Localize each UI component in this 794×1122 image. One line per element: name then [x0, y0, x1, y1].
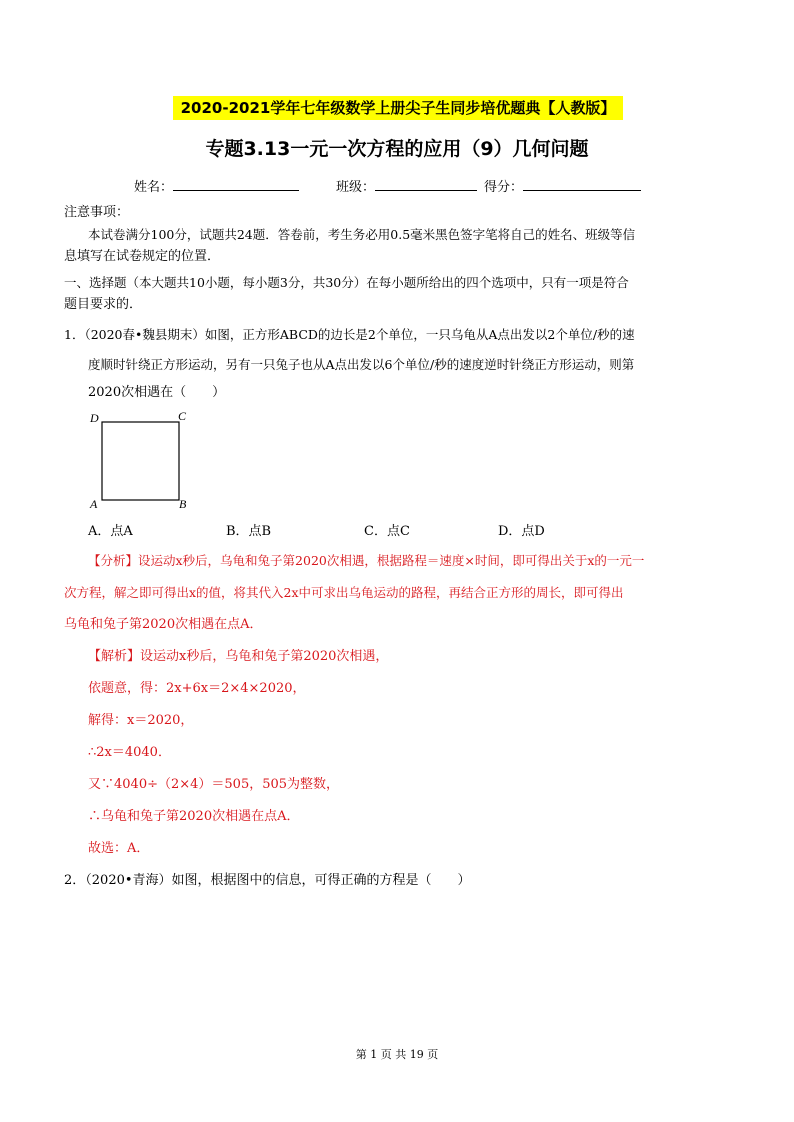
option-b[interactable]: B．点B	[226, 524, 272, 539]
section-heading-line-1: 一、选择题（本大题共10小题，每小题3分，共30分）在每小题所给出的四个选项中，只有一项是符合	[64, 275, 629, 290]
class-field[interactable]	[336, 176, 477, 195]
solution-line-1: 【解析】设运动x秒后，乌龟和兔子第2020次相遇，	[88, 649, 389, 664]
analysis-line-1: 【分析】设运动x秒后，乌龟和兔子第2020次相遇，根据路程＝速度×时间，即可得出关于x的一元一	[88, 553, 645, 568]
class-blank[interactable]	[375, 178, 477, 191]
score-field[interactable]	[484, 176, 641, 195]
option-c[interactable]: C．点C	[364, 524, 410, 539]
class-label: 班级：	[336, 180, 376, 195]
analysis-line-3: 乌龟和兔子第2020次相遇在点A．	[64, 617, 263, 632]
section-heading-line-2: 题目要求的．	[64, 297, 143, 312]
solution-line-5: 又∵4040÷（2×4）＝505，505为整数，	[88, 777, 340, 792]
square-shape	[102, 422, 179, 500]
solution-line-3: 解得：x＝2020，	[88, 713, 194, 728]
solution-line-2: 依题意，得：2x+6x＝2×4×2020，	[88, 681, 306, 696]
solution-line-7: 故选：A．	[88, 841, 150, 856]
score-blank[interactable]	[523, 178, 641, 191]
vertex-label-b: B	[179, 497, 187, 510]
question-1-line-1: 1．（2020春•魏县期末）如图，正方形ABCD的边长是2个单位，一只乌龟从A点出发以2个单位/秒的速	[64, 327, 635, 342]
solution-line-4: ∴2x＝4040．	[88, 745, 171, 760]
page-footer: 第 1 页 共 19 页	[355, 1048, 439, 1061]
analysis-line-2: 次方程，解之即可得出x的值，将其代入2x中可求出乌龟运动的路程，再结合正方形的周长，即可得出	[64, 585, 624, 600]
vertex-label-a: A	[90, 497, 98, 510]
option-a[interactable]: A．点A	[88, 524, 133, 539]
solution-line-6: ∴乌龟和兔子第2020次相遇在点A．	[88, 809, 300, 824]
question-1-line-3: 2020次相遇在（ ）	[88, 385, 226, 400]
question-1-line-2: 度顺时针绕正方形运动，另有一只兔子也从A点出发以6个单位/秒的速度逆时针绕正方形运动，则第	[88, 357, 635, 372]
notice-heading: 注意事项：	[64, 205, 130, 220]
notice-line-1: 本试卷满分100分，试题共24题．答卷前，考生务必用0.5毫米黑色签字笔将自己的姓名、班级等信	[88, 227, 636, 242]
name-blank[interactable]	[173, 178, 299, 191]
vertex-label-c: C	[178, 409, 187, 423]
series-banner: 2020-2021学年七年级数学上册尖子生同步培优题典【人教版】	[173, 96, 623, 120]
name-field[interactable]	[134, 176, 299, 195]
name-label: 姓名：	[134, 180, 174, 195]
square-abcd-figure	[88, 406, 198, 510]
notice-line-2: 息填写在试卷规定的位置．	[64, 249, 221, 264]
page-title: 专题3.13一元一次方程的应用（9）几何问题	[205, 138, 589, 160]
question-2-line-1: 2．（2020•青海）如图，根据图中的信息，可得正确的方程是（ ）	[64, 873, 471, 888]
score-label: 得分：	[484, 180, 524, 195]
vertex-label-d: D	[90, 411, 99, 425]
option-d[interactable]: D．点D	[498, 524, 545, 539]
